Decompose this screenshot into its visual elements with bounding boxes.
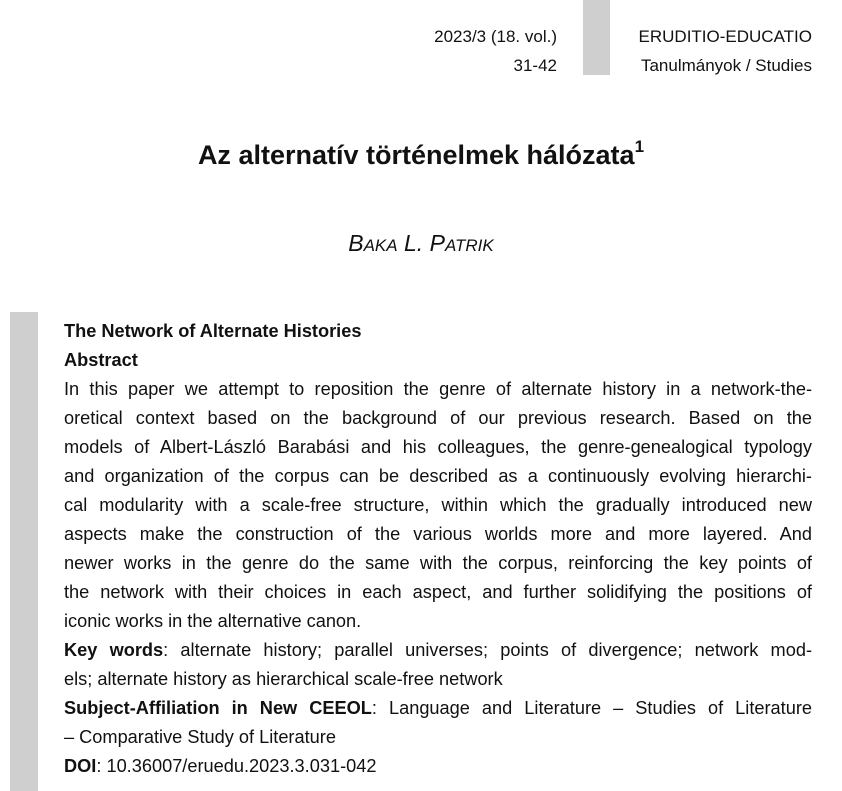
subject-affiliation <box>64 694 812 752</box>
author-middle: L. <box>397 230 430 256</box>
english-title: The Network of Alternate Histories <box>64 321 362 341</box>
journal-name: ERUDITIO-EDUCATIO <box>638 27 812 46</box>
page-range: 31-42 <box>513 56 557 75</box>
keywords-label: Key words <box>64 640 164 660</box>
subject-line <box>64 694 812 723</box>
abstract-line: newer works in the genre do the same with the corpus, reinforcing the key points of <box>64 553 812 573</box>
keywords-text-1: : alternate history; parallel universes; points of divergence; network mod- <box>163 640 812 660</box>
journal-info <box>639 22 812 80</box>
issue-number: 2023/3 (18. vol.) <box>434 27 557 46</box>
abstract-line: In this paper we attempt to reposition the genre of alternate history in a network-the- <box>64 379 812 399</box>
keywords-text-2: els; alternate history as hierarchical scale-free network <box>64 669 503 689</box>
abstract-line: iconic works in the alternative canon. <box>64 611 362 631</box>
doi-value[interactable]: : 10.36007/eruedu.2023.3.031-042 <box>96 756 377 776</box>
subject-label: Subject-Affiliation in New CEEOL <box>64 698 372 718</box>
abstract-heading: Abstract <box>64 350 138 370</box>
keywords-line <box>64 636 812 665</box>
section-name: Tanulmányok / Studies <box>640 56 812 75</box>
doi-label: DOI <box>64 756 97 776</box>
keywords <box>64 636 812 694</box>
abstract-block <box>64 317 812 781</box>
author-name <box>0 227 842 262</box>
abstract-side-bar <box>10 312 38 791</box>
issue-info <box>434 22 557 80</box>
author-last-initial: P <box>429 230 445 256</box>
author-first-initial: B <box>348 230 364 256</box>
subject-text-2: – Comparative Study of Literature <box>64 727 336 747</box>
abstract-line: models of Albert-László Barabási and his colleagues, the genre-genealogical typology <box>64 437 812 457</box>
header-divider-bar <box>583 0 610 75</box>
abstract-line: and organization of the corpus can be described as a continuously evolving hierarchi- <box>64 466 812 486</box>
abstract-line: cal modularity with a scale-free structure, within which the gradually introduced new <box>64 495 812 515</box>
doi-line <box>64 752 812 781</box>
author-first-rest: AKA <box>363 236 398 255</box>
article-title-block <box>0 137 842 173</box>
author-last-rest: ATRIK <box>444 236 494 255</box>
footnote-mark[interactable]: 1 <box>634 137 645 156</box>
abstract-line: oretical context based on the background of our previous research. Based on the <box>64 408 812 428</box>
abstract-line: the network with their choices in each aspect, and further solidifying the positions of <box>64 582 812 602</box>
subject-text-1: : Language and Literature – Studies of Literature <box>371 698 813 718</box>
article-title: Az alternatív történelmek hálózata <box>197 140 635 170</box>
abstract-line: aspects make the construction of the various worlds more and more layered. And <box>64 524 812 544</box>
abstract-text <box>64 375 812 636</box>
